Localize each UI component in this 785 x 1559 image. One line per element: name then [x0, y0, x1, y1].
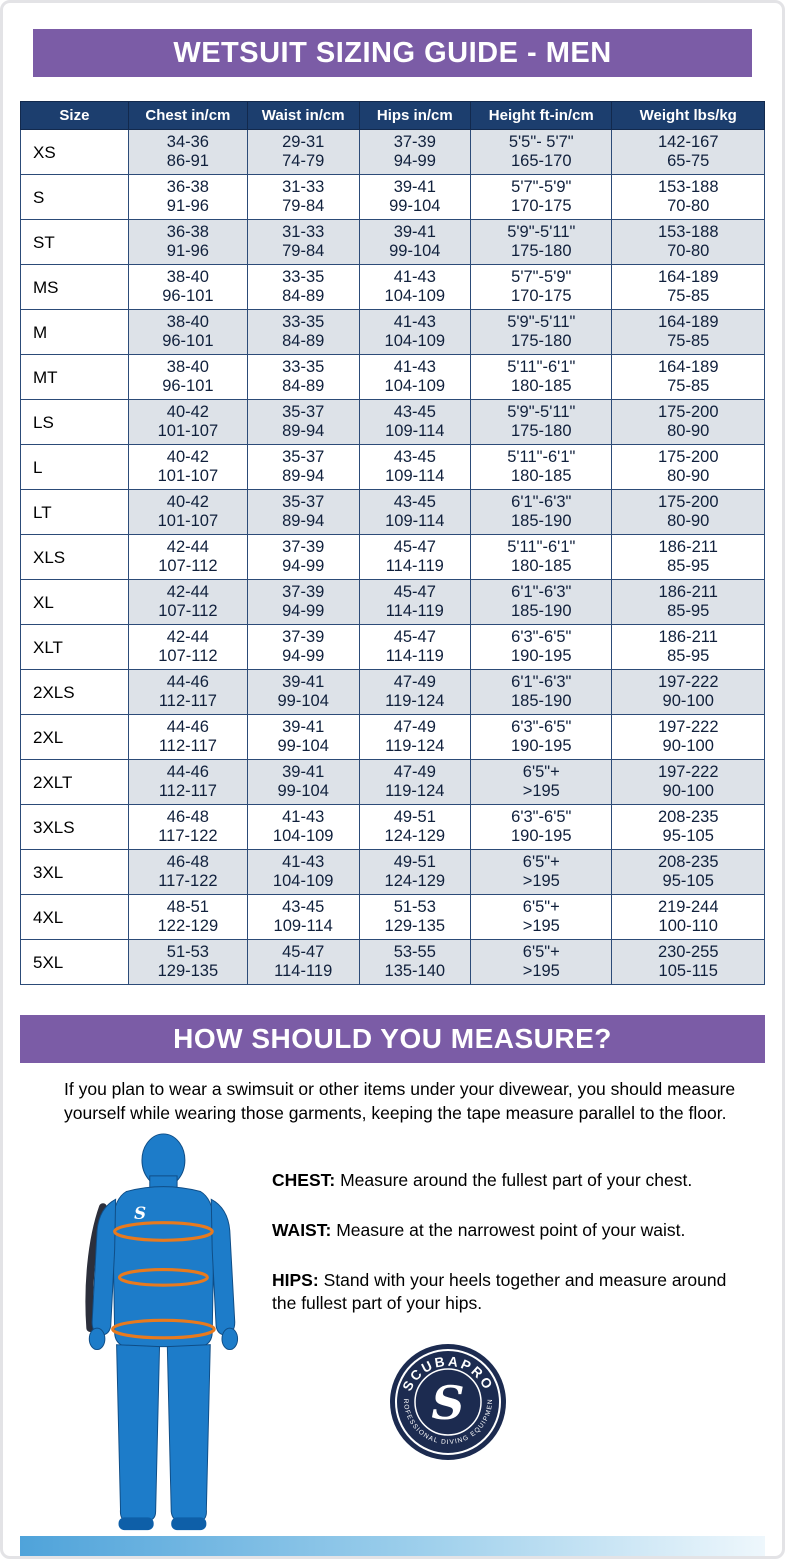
- logo-brand-text: SCUBAPRO: [399, 1353, 497, 1394]
- table-row: [21, 220, 765, 265]
- chest-cell: 42-44 107-112: [128, 580, 247, 625]
- waist-cell: 37-39 94-99: [247, 625, 359, 670]
- scubapro-logo: [388, 1342, 508, 1467]
- table-row: [21, 535, 765, 580]
- size-cell: XLT: [21, 625, 129, 670]
- chest-cell: 42-44 107-112: [128, 625, 247, 670]
- hips-cell: 53-55 135-140: [359, 940, 471, 985]
- hips-cell: 45-47 114-119: [359, 535, 471, 580]
- col-header-size: Size: [21, 102, 129, 130]
- chest-cell: 40-42 101-107: [128, 400, 247, 445]
- waist-cell: 35-37 89-94: [247, 445, 359, 490]
- size-table: [20, 101, 765, 985]
- hips-cell: 45-47 114-119: [359, 625, 471, 670]
- waist-cell: 37-39 94-99: [247, 580, 359, 625]
- hips-cell: 43-45 109-114: [359, 400, 471, 445]
- measure-instructions: [260, 1131, 765, 1538]
- waist-cell: 39-41 99-104: [247, 670, 359, 715]
- table-row: [21, 625, 765, 670]
- table-row: [21, 895, 765, 940]
- waist-cell: 41-43 104-109: [247, 805, 359, 850]
- height-cell: 6'1"-6'3" 185-190: [471, 490, 612, 535]
- height-cell: 6'5"+ >195: [471, 940, 612, 985]
- height-cell: 6'1"-6'3" 185-190: [471, 580, 612, 625]
- waist-cell: 31-33 79-84: [247, 220, 359, 265]
- height-cell: 6'1"-6'3" 185-190: [471, 670, 612, 715]
- chest-s-logo-icon: S: [134, 1203, 147, 1224]
- col-header-height: Height ft-in/cm: [471, 102, 612, 130]
- waist-cell: 35-37 89-94: [247, 400, 359, 445]
- col-header-weight: Weight lbs/kg: [612, 102, 765, 130]
- size-cell: L: [21, 445, 129, 490]
- table-row: [21, 355, 765, 400]
- chest-text: Measure around the fullest part of your chest.: [340, 1170, 693, 1191]
- weight-cell: 219-244 100-110: [612, 895, 765, 940]
- size-cell: 2XLS: [21, 670, 129, 715]
- chest-cell: 40-42 101-107: [128, 490, 247, 535]
- scubapro-logo-icon: [388, 1342, 508, 1462]
- height-cell: 6'3"-6'5" 190-195: [471, 715, 612, 760]
- weight-cell: 186-211 85-95: [612, 535, 765, 580]
- waist-cell: 33-35 84-89: [247, 265, 359, 310]
- height-cell: 5'11"-6'1" 180-185: [471, 535, 612, 580]
- height-cell: 5'7"-5'9" 170-175: [471, 265, 612, 310]
- chest-cell: 46-48 117-122: [128, 850, 247, 895]
- hips-instruction: [272, 1269, 742, 1316]
- weight-cell: 164-189 75-85: [612, 310, 765, 355]
- wetsuit-figure-svg: [48, 1131, 273, 1533]
- height-cell: 6'5"+ >195: [471, 895, 612, 940]
- waist-cell: 39-41 99-104: [247, 715, 359, 760]
- table-row: [21, 175, 765, 220]
- size-cell: 3XL: [21, 850, 129, 895]
- table-row: [21, 580, 765, 625]
- table-row: [21, 940, 765, 985]
- weight-cell: 175-200 80-90: [612, 400, 765, 445]
- hips-label: HIPS:: [272, 1269, 319, 1290]
- waist-cell: 29-31 74-79: [247, 130, 359, 175]
- hips-cell: 47-49 119-124: [359, 670, 471, 715]
- waist-cell: 33-35 84-89: [247, 355, 359, 400]
- chest-instruction: [272, 1169, 742, 1193]
- hips-cell: 39-41 99-104: [359, 175, 471, 220]
- table-row: [21, 715, 765, 760]
- height-cell: 5'9"-5'11" 175-180: [471, 220, 612, 265]
- weight-cell: 164-189 75-85: [612, 355, 765, 400]
- chest-cell: 44-46 112-117: [128, 715, 247, 760]
- height-cell: 5'9"-5'11" 175-180: [471, 400, 612, 445]
- weight-cell: 153-188 70-80: [612, 220, 765, 265]
- col-header-waist: Waist in/cm: [247, 102, 359, 130]
- size-cell: LS: [21, 400, 129, 445]
- hips-cell: 47-49 119-124: [359, 715, 471, 760]
- hips-cell: 49-51 124-129: [359, 850, 471, 895]
- height-cell: 5'7"-5'9" 170-175: [471, 175, 612, 220]
- chest-cell: 44-46 112-117: [128, 670, 247, 715]
- col-header-hips: Hips in/cm: [359, 102, 471, 130]
- height-cell: 5'11"-6'1" 180-185: [471, 355, 612, 400]
- waist-cell: 37-39 94-99: [247, 535, 359, 580]
- waist-cell: 31-33 79-84: [247, 175, 359, 220]
- weight-cell: 142-167 65-75: [612, 130, 765, 175]
- weight-cell: 164-189 75-85: [612, 265, 765, 310]
- height-cell: 5'11"-6'1" 180-185: [471, 445, 612, 490]
- waist-text: Measure at the narrowest point of your waist.: [336, 1219, 686, 1240]
- chest-label: CHEST:: [272, 1170, 336, 1191]
- table-row: [21, 670, 765, 715]
- table-row: [21, 445, 765, 490]
- hips-cell: 41-43 104-109: [359, 355, 471, 400]
- size-cell: MT: [21, 355, 129, 400]
- chest-cell: 44-46 112-117: [128, 760, 247, 805]
- weight-cell: 208-235 95-105: [612, 850, 765, 895]
- table-row: [21, 490, 765, 535]
- hips-text: Stand with your heels together and measure around the fullest part of your hips.: [272, 1269, 727, 1314]
- size-cell: XS: [21, 130, 129, 175]
- height-cell: 5'5"- 5'7" 165-170: [471, 130, 612, 175]
- waist-label: WAIST:: [272, 1219, 332, 1240]
- chest-cell: 36-38 91-96: [128, 220, 247, 265]
- size-cell: 4XL: [21, 895, 129, 940]
- table-row: [21, 850, 765, 895]
- size-cell: XL: [21, 580, 129, 625]
- hips-cell: 51-53 129-135: [359, 895, 471, 940]
- size-cell: 2XL: [21, 715, 129, 760]
- hips-cell: 41-43 104-109: [359, 310, 471, 355]
- chest-cell: 51-53 129-135: [128, 940, 247, 985]
- hips-cell: 43-45 109-114: [359, 490, 471, 535]
- measure-intro: If you plan to wear a swimsuit or other items under your divewear, you should measure yourself while wearing those garments, keeping the tape measure parallel to the floor.: [64, 1079, 736, 1124]
- chest-cell: 40-42 101-107: [128, 445, 247, 490]
- hips-cell: 43-45 109-114: [359, 445, 471, 490]
- height-cell: 5'9"-5'11" 175-180: [471, 310, 612, 355]
- table-row: [21, 265, 765, 310]
- waist-cell: 33-35 84-89: [247, 310, 359, 355]
- chest-cell: 48-51 122-129: [128, 895, 247, 940]
- size-cell: MS: [21, 265, 129, 310]
- weight-cell: 175-200 80-90: [612, 490, 765, 535]
- size-table-body: [21, 130, 765, 985]
- weight-cell: 197-222 90-100: [612, 715, 765, 760]
- chest-cell: 46-48 117-122: [128, 805, 247, 850]
- chest-cell: 34-36 86-91: [128, 130, 247, 175]
- table-row: [21, 805, 765, 850]
- weight-cell: 208-235 95-105: [612, 805, 765, 850]
- page-title: WETSUIT SIZING GUIDE - MEN: [173, 37, 612, 69]
- size-cell: 2XLT: [21, 760, 129, 805]
- measure-banner: [20, 1015, 765, 1063]
- chest-cell: 38-40 96-101: [128, 265, 247, 310]
- hips-cell: 45-47 114-119: [359, 580, 471, 625]
- chest-cell: 36-38 91-96: [128, 175, 247, 220]
- height-cell: 6'3"-6'5" 190-195: [471, 625, 612, 670]
- waist-cell: 43-45 109-114: [247, 895, 359, 940]
- height-cell: 6'5"+ >195: [471, 850, 612, 895]
- height-cell: 6'3"-6'5" 190-195: [471, 805, 612, 850]
- hips-cell: 47-49 119-124: [359, 760, 471, 805]
- waist-cell: 45-47 114-119: [247, 940, 359, 985]
- waist-cell: 35-37 89-94: [247, 490, 359, 535]
- weight-cell: 175-200 80-90: [612, 445, 765, 490]
- weight-cell: 153-188 70-80: [612, 175, 765, 220]
- bottom-gradient-band: [20, 1536, 765, 1556]
- measure-section: [20, 1077, 765, 1556]
- hips-cell: 41-43 104-109: [359, 265, 471, 310]
- size-cell: LT: [21, 490, 129, 535]
- chest-cell: 38-40 96-101: [128, 355, 247, 400]
- wetsuit-figure-illustration: [20, 1131, 260, 1538]
- size-cell: S: [21, 175, 129, 220]
- weight-cell: 197-222 90-100: [612, 760, 765, 805]
- size-cell: 3XLS: [21, 805, 129, 850]
- weight-cell: 197-222 90-100: [612, 670, 765, 715]
- measure-title: HOW SHOULD YOU MEASURE?: [173, 1023, 612, 1054]
- table-row: [21, 310, 765, 355]
- table-header-row: [21, 102, 765, 130]
- title-banner: [33, 29, 752, 77]
- waist-cell: 39-41 99-104: [247, 760, 359, 805]
- size-cell: 5XL: [21, 940, 129, 985]
- size-cell: M: [21, 310, 129, 355]
- logo-tagline-text: ROFESSIONAL DIVING EQUIPMEN: [401, 1397, 495, 1446]
- weight-cell: 230-255 105-115: [612, 940, 765, 985]
- waist-instruction: [272, 1219, 742, 1243]
- table-row: [21, 760, 765, 805]
- height-cell: 6'5"+ >195: [471, 760, 612, 805]
- waist-cell: 41-43 104-109: [247, 850, 359, 895]
- hips-cell: 49-51 124-129: [359, 805, 471, 850]
- weight-cell: 186-211 85-95: [612, 625, 765, 670]
- hips-cell: 37-39 94-99: [359, 130, 471, 175]
- table-row: [21, 130, 765, 175]
- chest-cell: 42-44 107-112: [128, 535, 247, 580]
- table-row: [21, 400, 765, 445]
- chest-cell: 38-40 96-101: [128, 310, 247, 355]
- logo-letter: S: [431, 1375, 465, 1430]
- size-cell: XLS: [21, 535, 129, 580]
- col-header-chest: Chest in/cm: [128, 102, 247, 130]
- hips-cell: 39-41 99-104: [359, 220, 471, 265]
- weight-cell: 186-211 85-95: [612, 580, 765, 625]
- size-cell: ST: [21, 220, 129, 265]
